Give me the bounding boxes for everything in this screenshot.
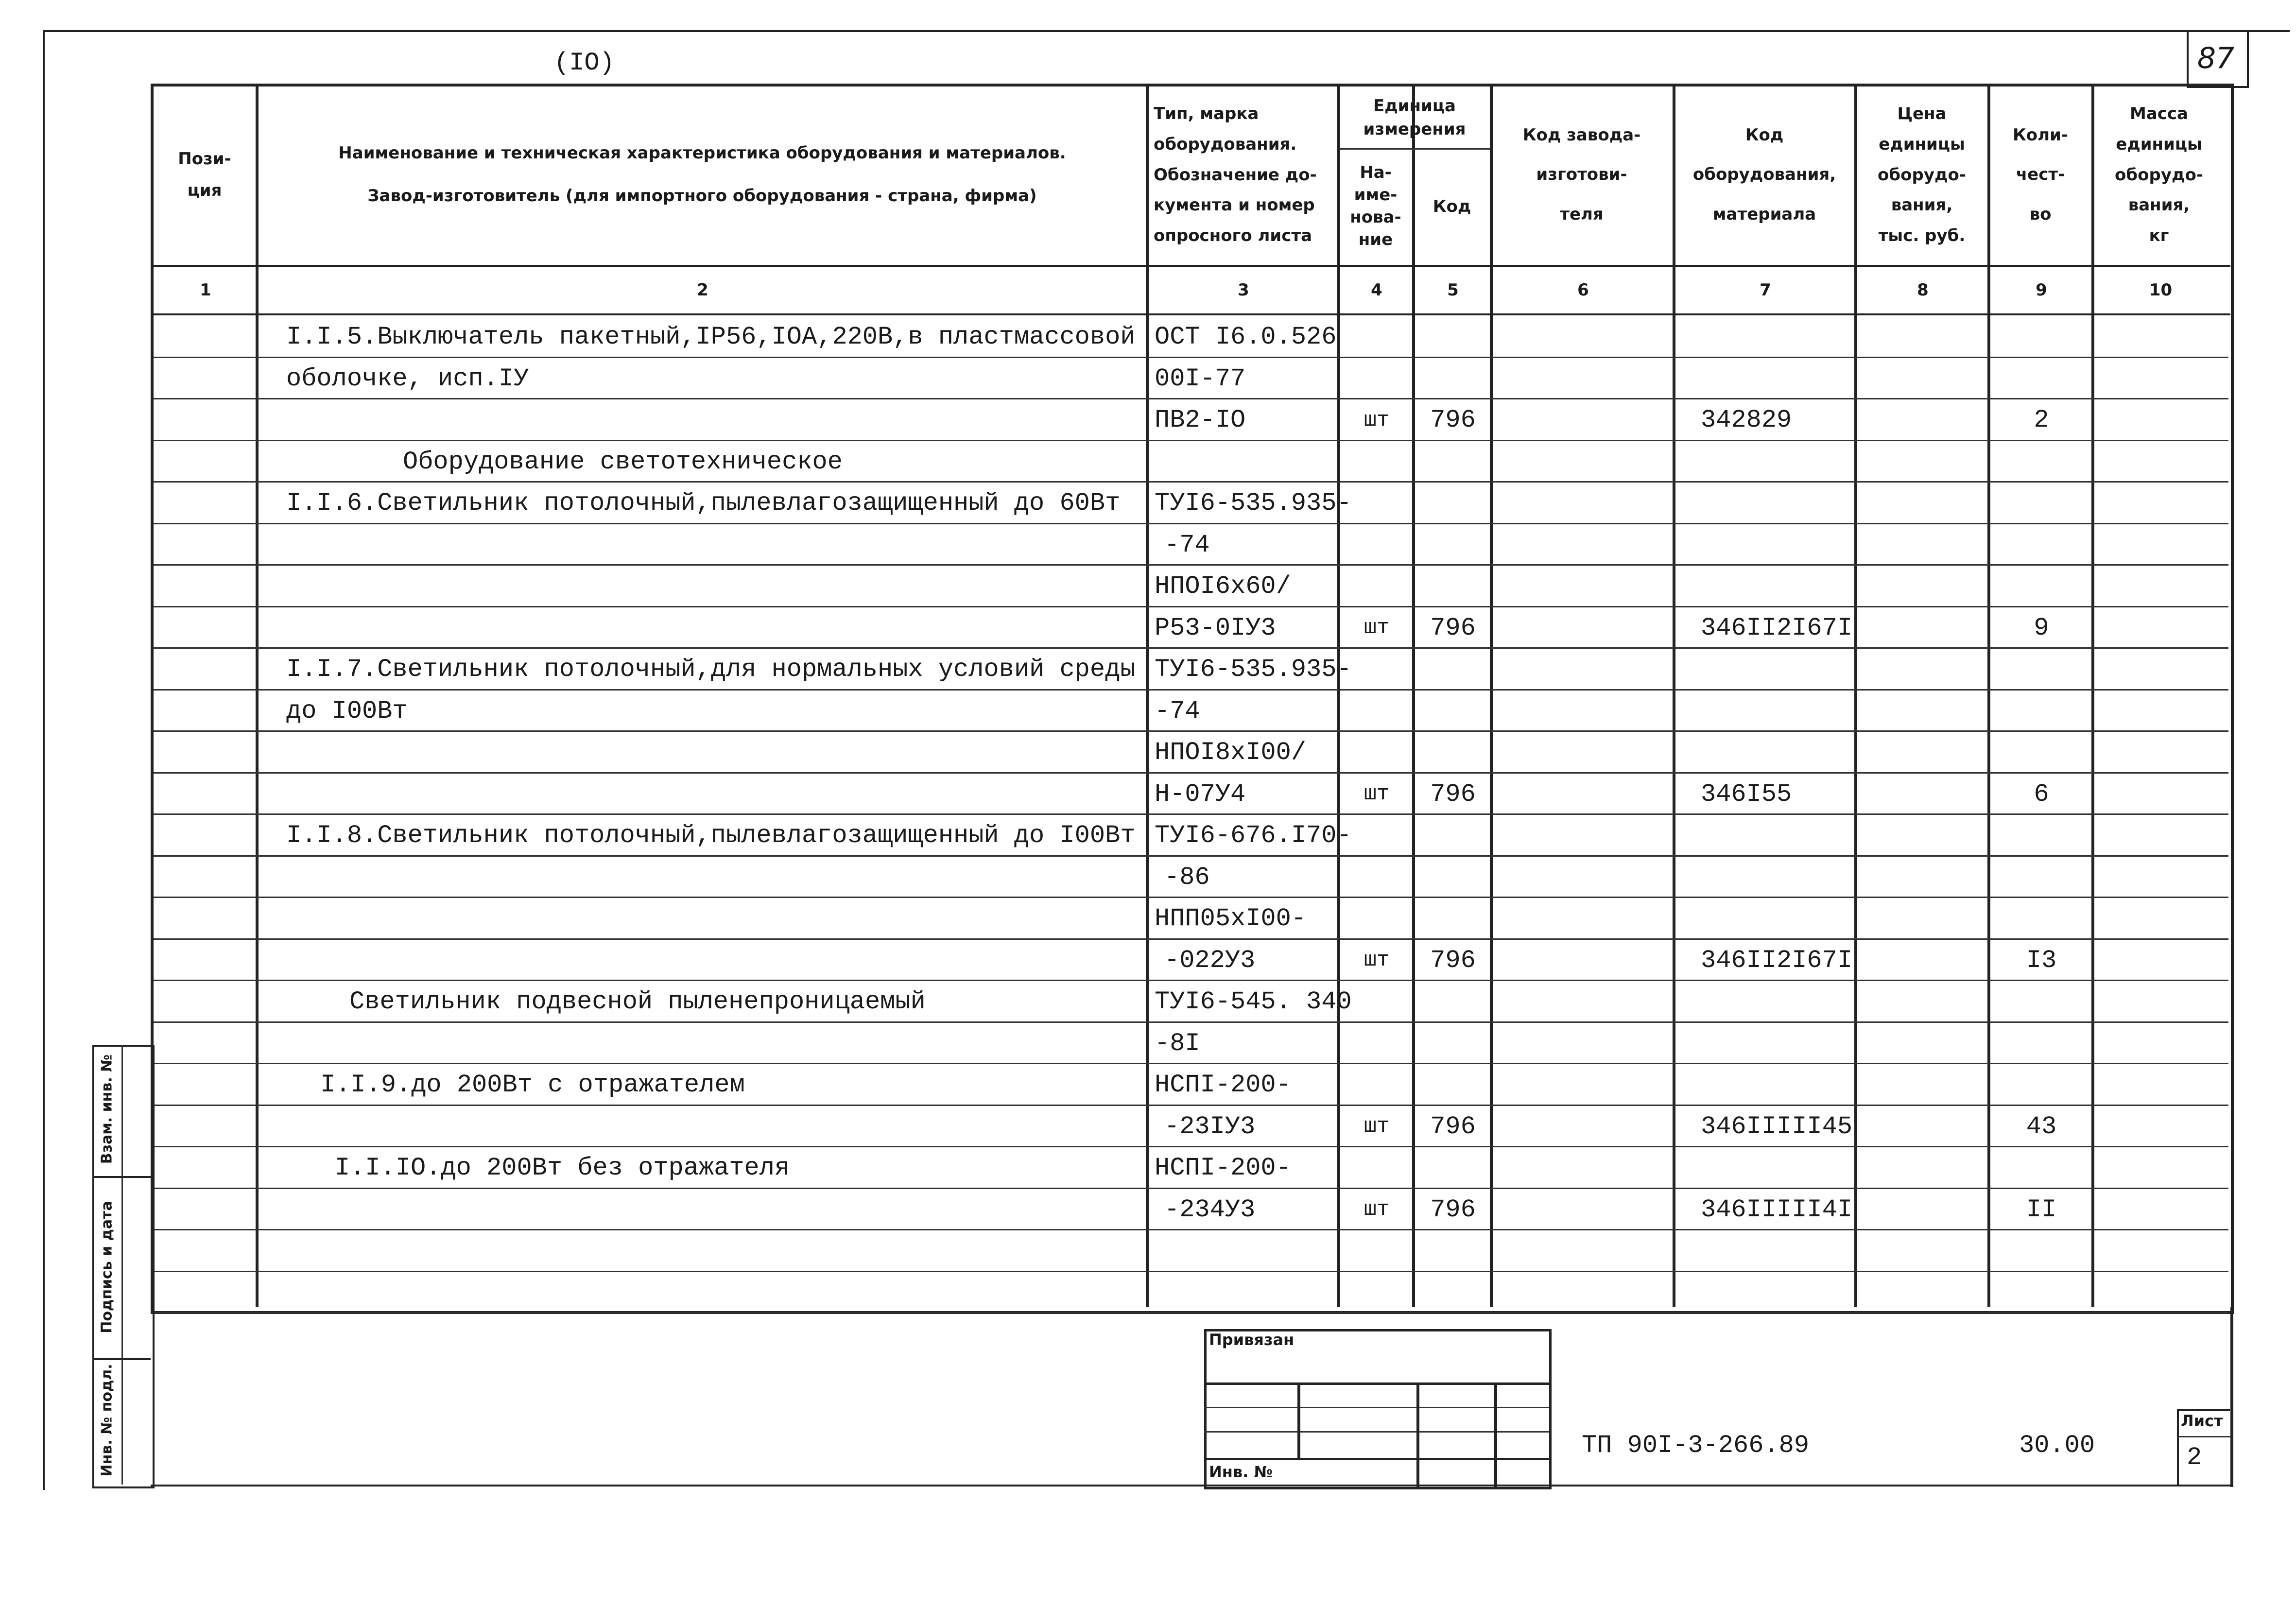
cell-quantity [1989, 484, 2093, 523]
row-line-12 [154, 813, 2228, 815]
row-line-14 [154, 897, 2228, 898]
stamp-inv-no: Инв. № [1209, 1463, 1273, 1481]
cell-type: НСПI-200- [1155, 1154, 1291, 1183]
cell-material-code [1694, 1149, 1863, 1188]
cell-material-code [1694, 733, 1863, 772]
section-number: (IO) [554, 49, 615, 77]
column-number-10: 10 [2149, 280, 2173, 300]
cell-unit-code [1414, 567, 1492, 606]
cell-quantity [1989, 650, 2093, 689]
header-position [154, 87, 256, 262]
cell-unit [1339, 318, 1414, 357]
cell-type: -86 [1164, 863, 1210, 892]
header-unit-group [1339, 87, 1490, 148]
row-line-16 [154, 980, 2228, 981]
row-line-23 [154, 1271, 2228, 1272]
header-name [258, 87, 1147, 262]
row-line-21 [154, 1188, 2228, 1189]
bottom-right-line [2230, 1307, 2233, 1487]
cell-unit-code [1414, 443, 1492, 482]
header-unit-group-label: Единица измерения [1363, 96, 1466, 139]
cell-unit [1339, 360, 1414, 398]
cell-name [279, 1024, 1155, 1063]
header-mass [2093, 87, 2225, 262]
cell-quantity [1989, 858, 2093, 897]
cell-quantity [1989, 983, 2093, 1021]
cell-material-code [1694, 443, 1863, 482]
cell-unit [1339, 899, 1414, 938]
cell-type: -74 [1164, 530, 1210, 559]
cell-name [279, 1232, 1155, 1271]
header-unit-name-label: На- име- нова- ние [1350, 163, 1401, 249]
cell-name: I.I.9.до 200Вт с отражателем [320, 1071, 745, 1100]
column-number-7: 7 [1760, 280, 1771, 300]
side-label-podpis: Подпись и дата [98, 1201, 116, 1333]
side-label-inv-podl: Инв. № подл. [98, 1364, 116, 1477]
row-line-3 [154, 440, 2228, 441]
cell-unit: шт [1364, 616, 1390, 640]
cell-material-code [1694, 526, 1863, 565]
cell-material-code: 346IIIII45 [1701, 1112, 1853, 1141]
cell-unit-code: 796 [1430, 779, 1476, 809]
cell-name: I.I.6.Светильник потолочный,пылевлагозащищенный до 60Вт [286, 489, 1121, 518]
cell-quantity [1989, 899, 2093, 938]
cell-material-code [1694, 1274, 1863, 1313]
header-quantity-label: Коли- чест- во [2013, 125, 2068, 224]
header-quantity [1989, 87, 2091, 262]
cell-unit [1339, 1274, 1414, 1313]
cell-quantity [1989, 360, 2093, 398]
cell-type: НПП05xI00- [1155, 904, 1307, 933]
row-line-4 [154, 481, 2228, 483]
cell-type: -23IУ3 [1164, 1112, 1256, 1141]
cell-unit-code: 796 [1430, 946, 1476, 975]
cell-material-code [1694, 816, 1863, 855]
cell-unit-code [1414, 526, 1492, 565]
row-line-18 [154, 1063, 2228, 1064]
cell-quantity: II [2026, 1195, 2057, 1224]
cell-unit-code: 796 [1430, 1112, 1476, 1141]
cell-quantity [1989, 1232, 2093, 1271]
header-position-label: Пози- ция [178, 149, 231, 200]
cell-material-code [1694, 1066, 1863, 1105]
stamp-line-1 [1204, 1382, 1549, 1385]
cell-type: 00I-77 [1155, 364, 1246, 393]
cell-type: НСПI-200- [1155, 1071, 1291, 1100]
row-line-15 [154, 938, 2228, 940]
cell-unit-code [1414, 816, 1492, 855]
cell-unit [1339, 567, 1414, 606]
cell-material-code: 346I55 [1701, 779, 1792, 809]
cell-name [279, 567, 1155, 606]
stamp-privyazan: Привязан [1209, 1331, 1295, 1349]
row-line-9 [154, 689, 2228, 691]
header-unit-name [1339, 151, 1412, 262]
cell-unit [1339, 526, 1414, 565]
cell-type: -74 [1155, 696, 1200, 726]
row-line-1 [154, 357, 2228, 358]
row-line-19 [154, 1105, 2228, 1106]
cell-type: Р53-0IУ3 [1155, 613, 1276, 642]
header-name-line2: Завод-изготовитель (для импортного оборудования - страна, фирма) [367, 186, 1037, 206]
stamp-line-4 [1204, 1458, 1549, 1460]
cell-type [1148, 1232, 1346, 1271]
cell-quantity [1989, 526, 2093, 565]
cell-name [279, 1191, 1155, 1229]
cell-quantity: 6 [2034, 779, 2049, 809]
stamp-line-3 [1204, 1431, 1549, 1433]
cell-name [279, 526, 1155, 565]
cell-name: Светильник подвесной пыленепроницаемый [349, 987, 926, 1017]
cell-material-code [1694, 484, 1863, 523]
side-margin-divider [121, 1045, 123, 1485]
row-line-13 [154, 855, 2228, 857]
cell-quantity [1989, 1066, 2093, 1105]
cell-material-code [1694, 983, 1863, 1021]
header-mass-label: Масса единицы оборудо- вания, кг [2115, 104, 2203, 246]
cell-material-code [1694, 692, 1863, 731]
cell-unit-code: 796 [1430, 613, 1476, 642]
cell-type: ТУI6-535.935- [1155, 655, 1352, 684]
cell-material-code [1694, 1232, 1863, 1271]
cell-material-code [1694, 650, 1863, 689]
cell-type: ТУI6-535.935- [1155, 489, 1352, 518]
column-number-5: 5 [1447, 280, 1459, 300]
row-line-5 [154, 523, 2228, 524]
cell-type: ОСТ I6.0.526 [1155, 323, 1337, 352]
cell-material-code: 346IIIII4I [1701, 1195, 1853, 1224]
cell-unit [1339, 733, 1414, 772]
header-type [1148, 87, 1343, 262]
cell-unit-code [1414, 733, 1492, 772]
unit-group-split-line [1339, 148, 1490, 150]
row-line-24 [154, 1312, 2228, 1313]
cell-unit: шт [1364, 782, 1390, 807]
cell-name: оболочке, исп.IУ [286, 364, 529, 393]
cell-quantity [1989, 692, 2093, 731]
cell-unit-code [1414, 1066, 1492, 1105]
header-bottom-line [151, 265, 2230, 267]
header-unit-code [1414, 151, 1490, 262]
header-price-label: Цена единицы оборудо- вания, тыс. руб. [1878, 104, 1966, 246]
cell-type: -8I [1155, 1029, 1200, 1058]
cell-unit: шт [1364, 1114, 1390, 1139]
header-factory-code-label: Код завода- изготови- теля [1522, 125, 1641, 224]
cell-quantity: I3 [2026, 946, 2057, 975]
header-factory-code [1492, 87, 1672, 262]
cell-name: Оборудование светотехническое [403, 447, 843, 476]
cell-type: ПВ2-IO [1155, 406, 1246, 435]
side-label-zam-inv: Взам. инв. № [98, 1054, 116, 1164]
cell-unit-code [1414, 983, 1492, 1021]
cell-unit [1339, 484, 1414, 523]
cell-quantity [1989, 1149, 2093, 1188]
cell-unit-code [1414, 692, 1492, 731]
cell-unit-code [1414, 318, 1492, 357]
stamp-vline-1 [1297, 1382, 1300, 1458]
cell-type: ТУI6-545. 340 [1155, 987, 1352, 1017]
sheet-code: 30.00 [2019, 1431, 2095, 1460]
cell-material-code [1694, 858, 1863, 897]
cell-unit: шт [1364, 408, 1390, 432]
cell-quantity: 43 [2026, 1112, 2057, 1141]
cell-quantity [1989, 567, 2093, 606]
cell-unit-code [1414, 899, 1492, 938]
header-material-code [1675, 87, 1854, 262]
cell-unit-code [1414, 360, 1492, 398]
cell-name [279, 1107, 1155, 1146]
cell-unit [1339, 650, 1414, 689]
cell-unit [1339, 1232, 1414, 1271]
column-number-2: 2 [697, 280, 708, 300]
cell-unit-code [1414, 484, 1492, 523]
cell-unit [1339, 983, 1414, 1021]
cell-quantity [1989, 318, 2093, 357]
cell-unit [1339, 816, 1414, 855]
cell-material-code: 346II2I67I [1701, 946, 1853, 975]
cell-unit [1339, 1024, 1414, 1063]
cell-quantity: 2 [2034, 406, 2049, 435]
row-line-6 [154, 564, 2228, 566]
cell-name: I.I.8.Светильник потолочный,пылевлагозащищенный до I00Вт [286, 821, 1136, 850]
cell-name [279, 1274, 1155, 1313]
row-line-20 [154, 1146, 2228, 1147]
cell-name [279, 858, 1155, 897]
page-number: 87 [2197, 41, 2235, 75]
cell-name: I.I.5.Выключатель пакетный,IP56,IOA,220В,в пластмассовой [286, 323, 1136, 352]
sheet-number: 2 [2187, 1443, 2202, 1472]
cell-name: I.I.IO.до 200Вт без отражателя [335, 1154, 790, 1183]
stamp-vline-3 [1494, 1382, 1497, 1487]
bottom-frame-line [151, 1485, 2230, 1486]
cell-unit-code [1414, 650, 1492, 689]
cell-name [279, 941, 1155, 980]
cell-unit-code [1414, 858, 1492, 897]
row-line-2 [154, 398, 2228, 399]
cell-unit [1339, 1149, 1414, 1188]
column-number-8: 8 [1917, 280, 1929, 300]
sheet-label: Лист [2181, 1412, 2223, 1430]
cell-type [1148, 443, 1346, 482]
cell-unit: шт [1364, 1197, 1390, 1222]
cell-type [1148, 1274, 1346, 1313]
cell-type: -022У3 [1164, 946, 1256, 975]
cell-type: -234У3 [1164, 1195, 1256, 1224]
column-numbers-bottom-line [151, 313, 2230, 315]
cell-unit-code [1414, 1274, 1492, 1313]
cell-material-code [1694, 318, 1863, 357]
cell-quantity [1989, 443, 2093, 482]
cell-type: ТУI6-676.I70- [1155, 821, 1352, 850]
cell-name [279, 401, 1155, 440]
cell-unit [1339, 1066, 1414, 1105]
cell-unit-code: 796 [1430, 1195, 1476, 1224]
header-type-label: Тип, марка оборудования. Обозначение до- кумента и номер опросного листа [1154, 104, 1317, 246]
cell-name [279, 775, 1155, 814]
cell-material-code: 342829 [1701, 406, 1792, 435]
header-unit-code-label: Код [1433, 196, 1471, 216]
cell-quantity: 9 [2034, 613, 2049, 642]
cell-quantity [1989, 816, 2093, 855]
row-line-10 [154, 730, 2228, 732]
row-line-22 [154, 1229, 2228, 1230]
cell-quantity [1989, 1024, 2093, 1063]
column-number-1: 1 [200, 280, 211, 300]
row-line-7 [154, 606, 2228, 607]
cell-unit [1339, 692, 1414, 731]
cell-name: I.I.7.Светильник потолочный,для нормальных условий среды [286, 655, 1136, 684]
cell-unit-code [1414, 1232, 1492, 1271]
row-line-17 [154, 1021, 2228, 1023]
stamp-vline-2 [1416, 1382, 1419, 1487]
column-number-3: 3 [1238, 280, 1249, 300]
cell-type: НПOI6x60/ [1155, 572, 1291, 601]
cell-name [279, 899, 1155, 938]
cell-type: Н-07У4 [1155, 779, 1246, 809]
header-name-line1: Наименование и техническая характеристика оборудования и материалов. [338, 143, 1066, 163]
cell-unit-code [1414, 1024, 1492, 1063]
column-number-6: 6 [1577, 280, 1589, 300]
row-line-8 [154, 647, 2228, 649]
sheet-box-line [2177, 1436, 2230, 1437]
cell-quantity [1989, 1274, 2093, 1313]
cell-name [279, 609, 1155, 648]
cell-unit [1339, 858, 1414, 897]
cell-material-code [1694, 899, 1863, 938]
row-line-11 [154, 772, 2228, 774]
cell-quantity [1989, 733, 2093, 772]
cell-material-code: 346II2I67I [1701, 613, 1853, 642]
cell-material-code [1694, 567, 1863, 606]
cell-type: НПOI8xI00/ [1155, 738, 1307, 767]
doc-code: ТП 90I-3-266.89 [1582, 1431, 1810, 1460]
stamp-line-2 [1204, 1407, 1549, 1408]
cell-name: до I00Вт [286, 696, 408, 726]
column-number-4: 4 [1371, 280, 1382, 300]
cell-unit: шт [1364, 948, 1390, 973]
cell-material-code [1694, 1024, 1863, 1063]
header-price [1856, 87, 1987, 262]
cell-unit-code: 796 [1430, 406, 1476, 435]
cell-unit [1339, 443, 1414, 482]
column-number-9: 9 [2036, 280, 2047, 300]
cell-name [279, 733, 1155, 772]
cell-material-code [1694, 360, 1863, 398]
cell-unit-code [1414, 1149, 1492, 1188]
header-material-code-label: Код оборудования, материала [1692, 125, 1836, 224]
